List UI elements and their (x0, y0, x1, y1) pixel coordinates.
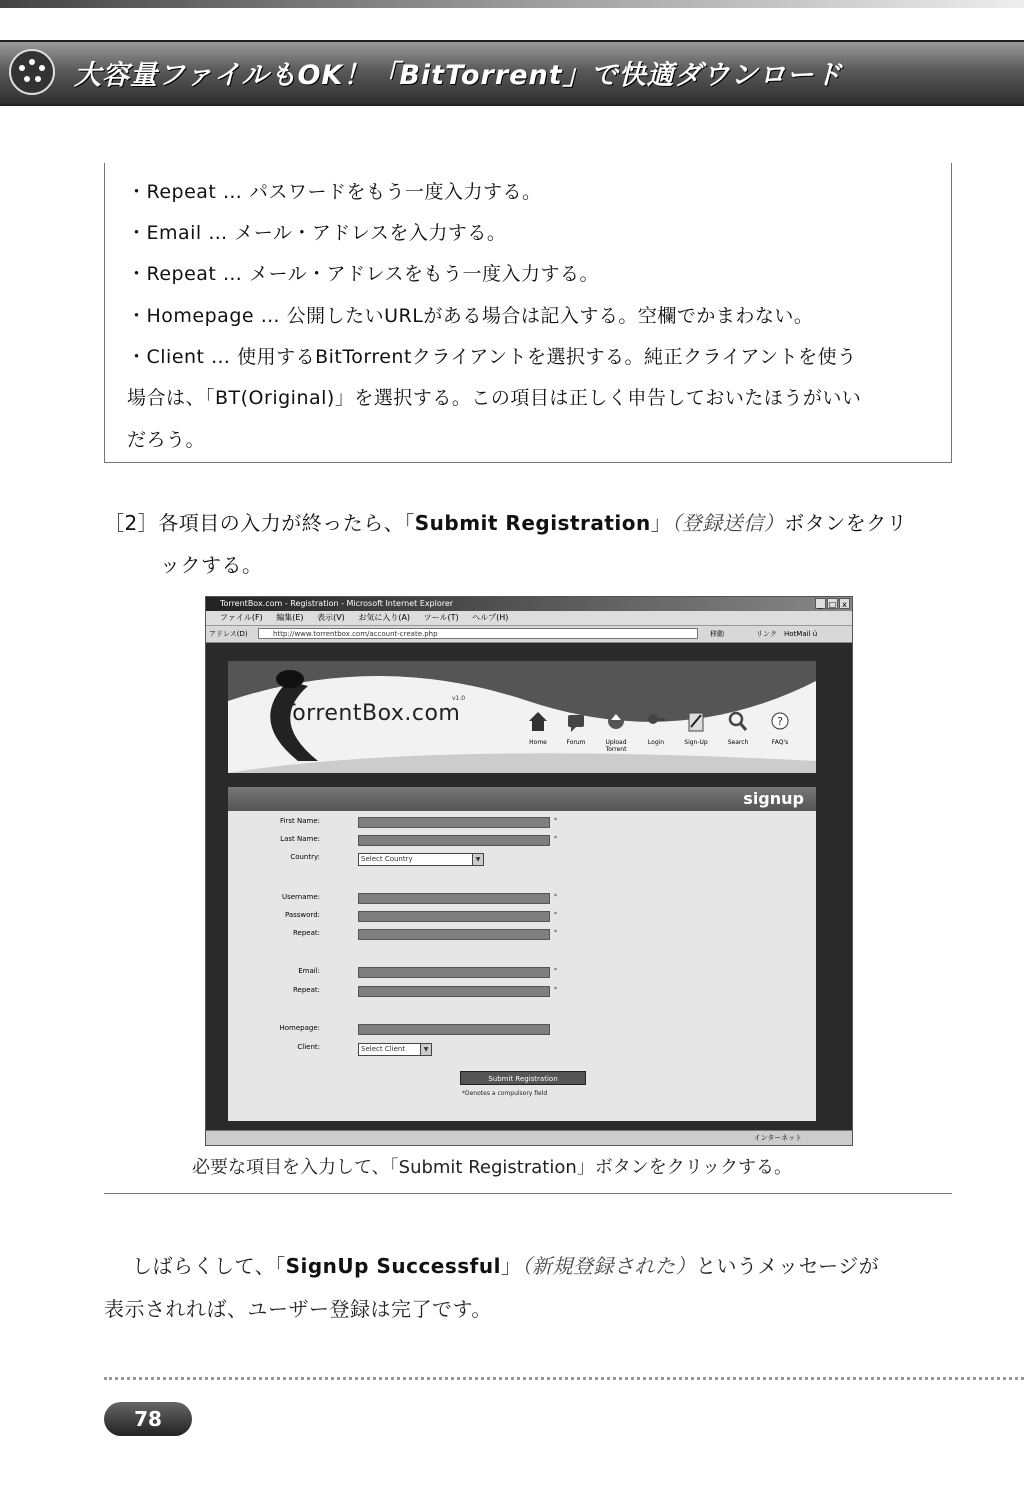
links-button[interactable]: リンク (756, 630, 777, 638)
site-header (228, 661, 816, 773)
figure-caption: 必要な項目を入力して、「Submit Registration」ボタンをクリックする。 (192, 1157, 793, 1178)
address-bar (206, 626, 852, 643)
menu-help[interactable]: ヘルプ(H) (472, 613, 509, 622)
home-icon (527, 709, 549, 735)
hotmail-link[interactable]: HotMail ú (784, 630, 818, 638)
chapter-header (0, 40, 1024, 106)
password-input[interactable] (358, 911, 550, 922)
pen-icon (685, 709, 707, 735)
password-label: Password: (284, 911, 320, 919)
box-item-repeat-password: ・Repeat … パスワードをもう一度入力する。 (127, 181, 542, 203)
required-mark: * (554, 893, 557, 900)
go-button[interactable]: 移動 (710, 630, 724, 638)
step-text-mid: 」 (650, 511, 672, 535)
last-name-input[interactable] (358, 835, 550, 846)
required-mark: * (554, 967, 557, 974)
required-mark: * (554, 835, 557, 842)
top-edge-bar (0, 0, 1024, 8)
repeat-password-input[interactable] (358, 929, 550, 940)
required-mark: * (554, 929, 557, 936)
address-input[interactable]: http://www.torrentbox.com/account-create.php (258, 628, 698, 639)
signup-heading: signup (743, 789, 804, 808)
client-select[interactable] (358, 1043, 432, 1056)
chevron-down-icon[interactable]: ▼ (420, 1044, 431, 1055)
compulsory-note: *Denotes a compulsory field (462, 1090, 548, 1097)
page-number: 78 (104, 1402, 192, 1436)
country-label: Country: (290, 853, 320, 861)
status-zone: インターネット (753, 1134, 802, 1142)
username-label: Username: (281, 893, 320, 901)
divider (104, 1193, 952, 1194)
site-logo[interactable]: TorrentBox.com (282, 701, 461, 726)
menu-file[interactable]: ファイル(F) (220, 613, 263, 622)
close-button[interactable]: x (839, 598, 850, 609)
repeat-email-label: Repeat: (293, 986, 320, 994)
country-select[interactable] (358, 853, 484, 866)
window-titlebar (206, 597, 852, 611)
footer-dotted-rule (104, 1377, 1024, 1380)
signup-heading-bar (228, 787, 816, 811)
menu-view[interactable]: 表示(V) (317, 613, 345, 622)
status-bar (206, 1130, 852, 1145)
nav-login[interactable] (636, 709, 676, 746)
site-version: v1.0 (452, 695, 466, 702)
nav-upload-label: Upload Torrent (605, 739, 627, 753)
help-icon (769, 709, 791, 735)
last-name-label: Last Name: (280, 835, 320, 843)
body-paragraph-line2: 表示されれば、ユーザー登録は完了です。 (104, 1297, 492, 1321)
body-bold: SignUp Successful (285, 1254, 501, 1278)
nav-home-label: Home (529, 739, 547, 746)
key-icon (645, 709, 667, 735)
menu-edit[interactable]: 編集(E) (276, 613, 304, 622)
box-item-client-line3: だろう。 (127, 429, 206, 451)
box-item-repeat-email: ・Repeat … メール・アドレスをもう一度入力する。 (127, 263, 600, 285)
box-item-homepage: ・Homepage … 公開したいURLがある場合は記入する。空欄でかまわない。 (127, 305, 814, 327)
body-post: というメッセージが (695, 1254, 880, 1278)
registration-form (228, 811, 816, 1121)
email-label: Email: (298, 967, 320, 975)
nav-upload-torrent[interactable] (596, 709, 636, 753)
first-name-input[interactable] (358, 817, 550, 828)
maximize-button[interactable]: □ (828, 600, 837, 609)
repeat-password-label: Repeat: (293, 929, 320, 937)
required-mark: * (554, 986, 557, 993)
required-mark: * (554, 911, 557, 918)
menu-tools[interactable]: ツール(T) (423, 613, 459, 622)
repeat-email-input[interactable] (358, 986, 550, 997)
upload-icon (605, 709, 627, 735)
client-select-value: Select Client (361, 1045, 406, 1053)
menu-favorites[interactable]: お気に入り(A) (358, 613, 411, 622)
window-title: TorrentBox.com - Registration - Microsoft Internet Explorer (220, 599, 454, 608)
first-name-label: First Name: (280, 817, 320, 825)
body-mid: 」 (500, 1254, 522, 1278)
body-gloss: （新規登録された） (521, 1254, 696, 1278)
step-button-name: Submit Registration (414, 511, 651, 535)
email-input[interactable] (358, 967, 550, 978)
step-2 (104, 507, 907, 536)
browser-screenshot (205, 596, 853, 1146)
submit-registration-button[interactable]: Submit Registration (460, 1071, 586, 1085)
homepage-input[interactable] (358, 1024, 550, 1035)
nav-faq[interactable] (760, 709, 800, 746)
step-text-post: ボタンをクリ (784, 511, 908, 535)
body-pre: しばらくして、「 (132, 1254, 286, 1278)
box-item-client: ・Client … 使用するBitTorrentクライアントを選択する。純正クライアントを使う (127, 346, 857, 368)
chapter-title: 大容量ファイルもOK！「BitTorrent」で快適ダウンロード (74, 60, 843, 91)
username-input[interactable] (358, 893, 550, 904)
step-text-pre: 各項目の入力が終ったら、「 (158, 511, 415, 535)
nav-forum-label: Forum (566, 739, 586, 746)
nav-faq-label: FAQ's (771, 739, 789, 746)
nav-signup-label: Sign-Up (684, 739, 708, 746)
step-2-line2: ックする。 (160, 553, 263, 577)
box-item-email: ・Email … メール・アドレスを入力する。 (127, 222, 507, 244)
forum-icon (565, 709, 587, 735)
box-item-client-line2: 場合は、「BT(Original)」を選択する。この項目は正しく申告しておいたほうがいい (127, 387, 862, 409)
client-label: Client: (297, 1043, 320, 1051)
country-select-value: Select Country (361, 855, 413, 863)
nav-forum[interactable] (556, 709, 596, 746)
nav-search[interactable] (718, 709, 758, 746)
homepage-label: Homepage: (279, 1024, 320, 1032)
dots-icon (8, 48, 56, 96)
step-number: ［2］ (104, 511, 159, 535)
body-paragraph (132, 1250, 879, 1279)
menu-bar (206, 611, 852, 626)
required-mark: * (554, 817, 557, 824)
nav-home[interactable] (518, 709, 558, 746)
field-description-box (104, 163, 952, 463)
address-label: アドレス(D) (209, 630, 248, 638)
step-gloss: （登録送信） (671, 511, 785, 535)
nav-sign-up[interactable] (676, 709, 716, 746)
search-icon (727, 709, 749, 735)
minimize-button[interactable]: _ (815, 598, 826, 609)
chevron-down-icon[interactable]: ▼ (472, 854, 483, 865)
nav-login-label: Login (647, 739, 665, 746)
nav-search-label: Search (727, 739, 749, 746)
svg-text:?: ? (777, 715, 783, 728)
